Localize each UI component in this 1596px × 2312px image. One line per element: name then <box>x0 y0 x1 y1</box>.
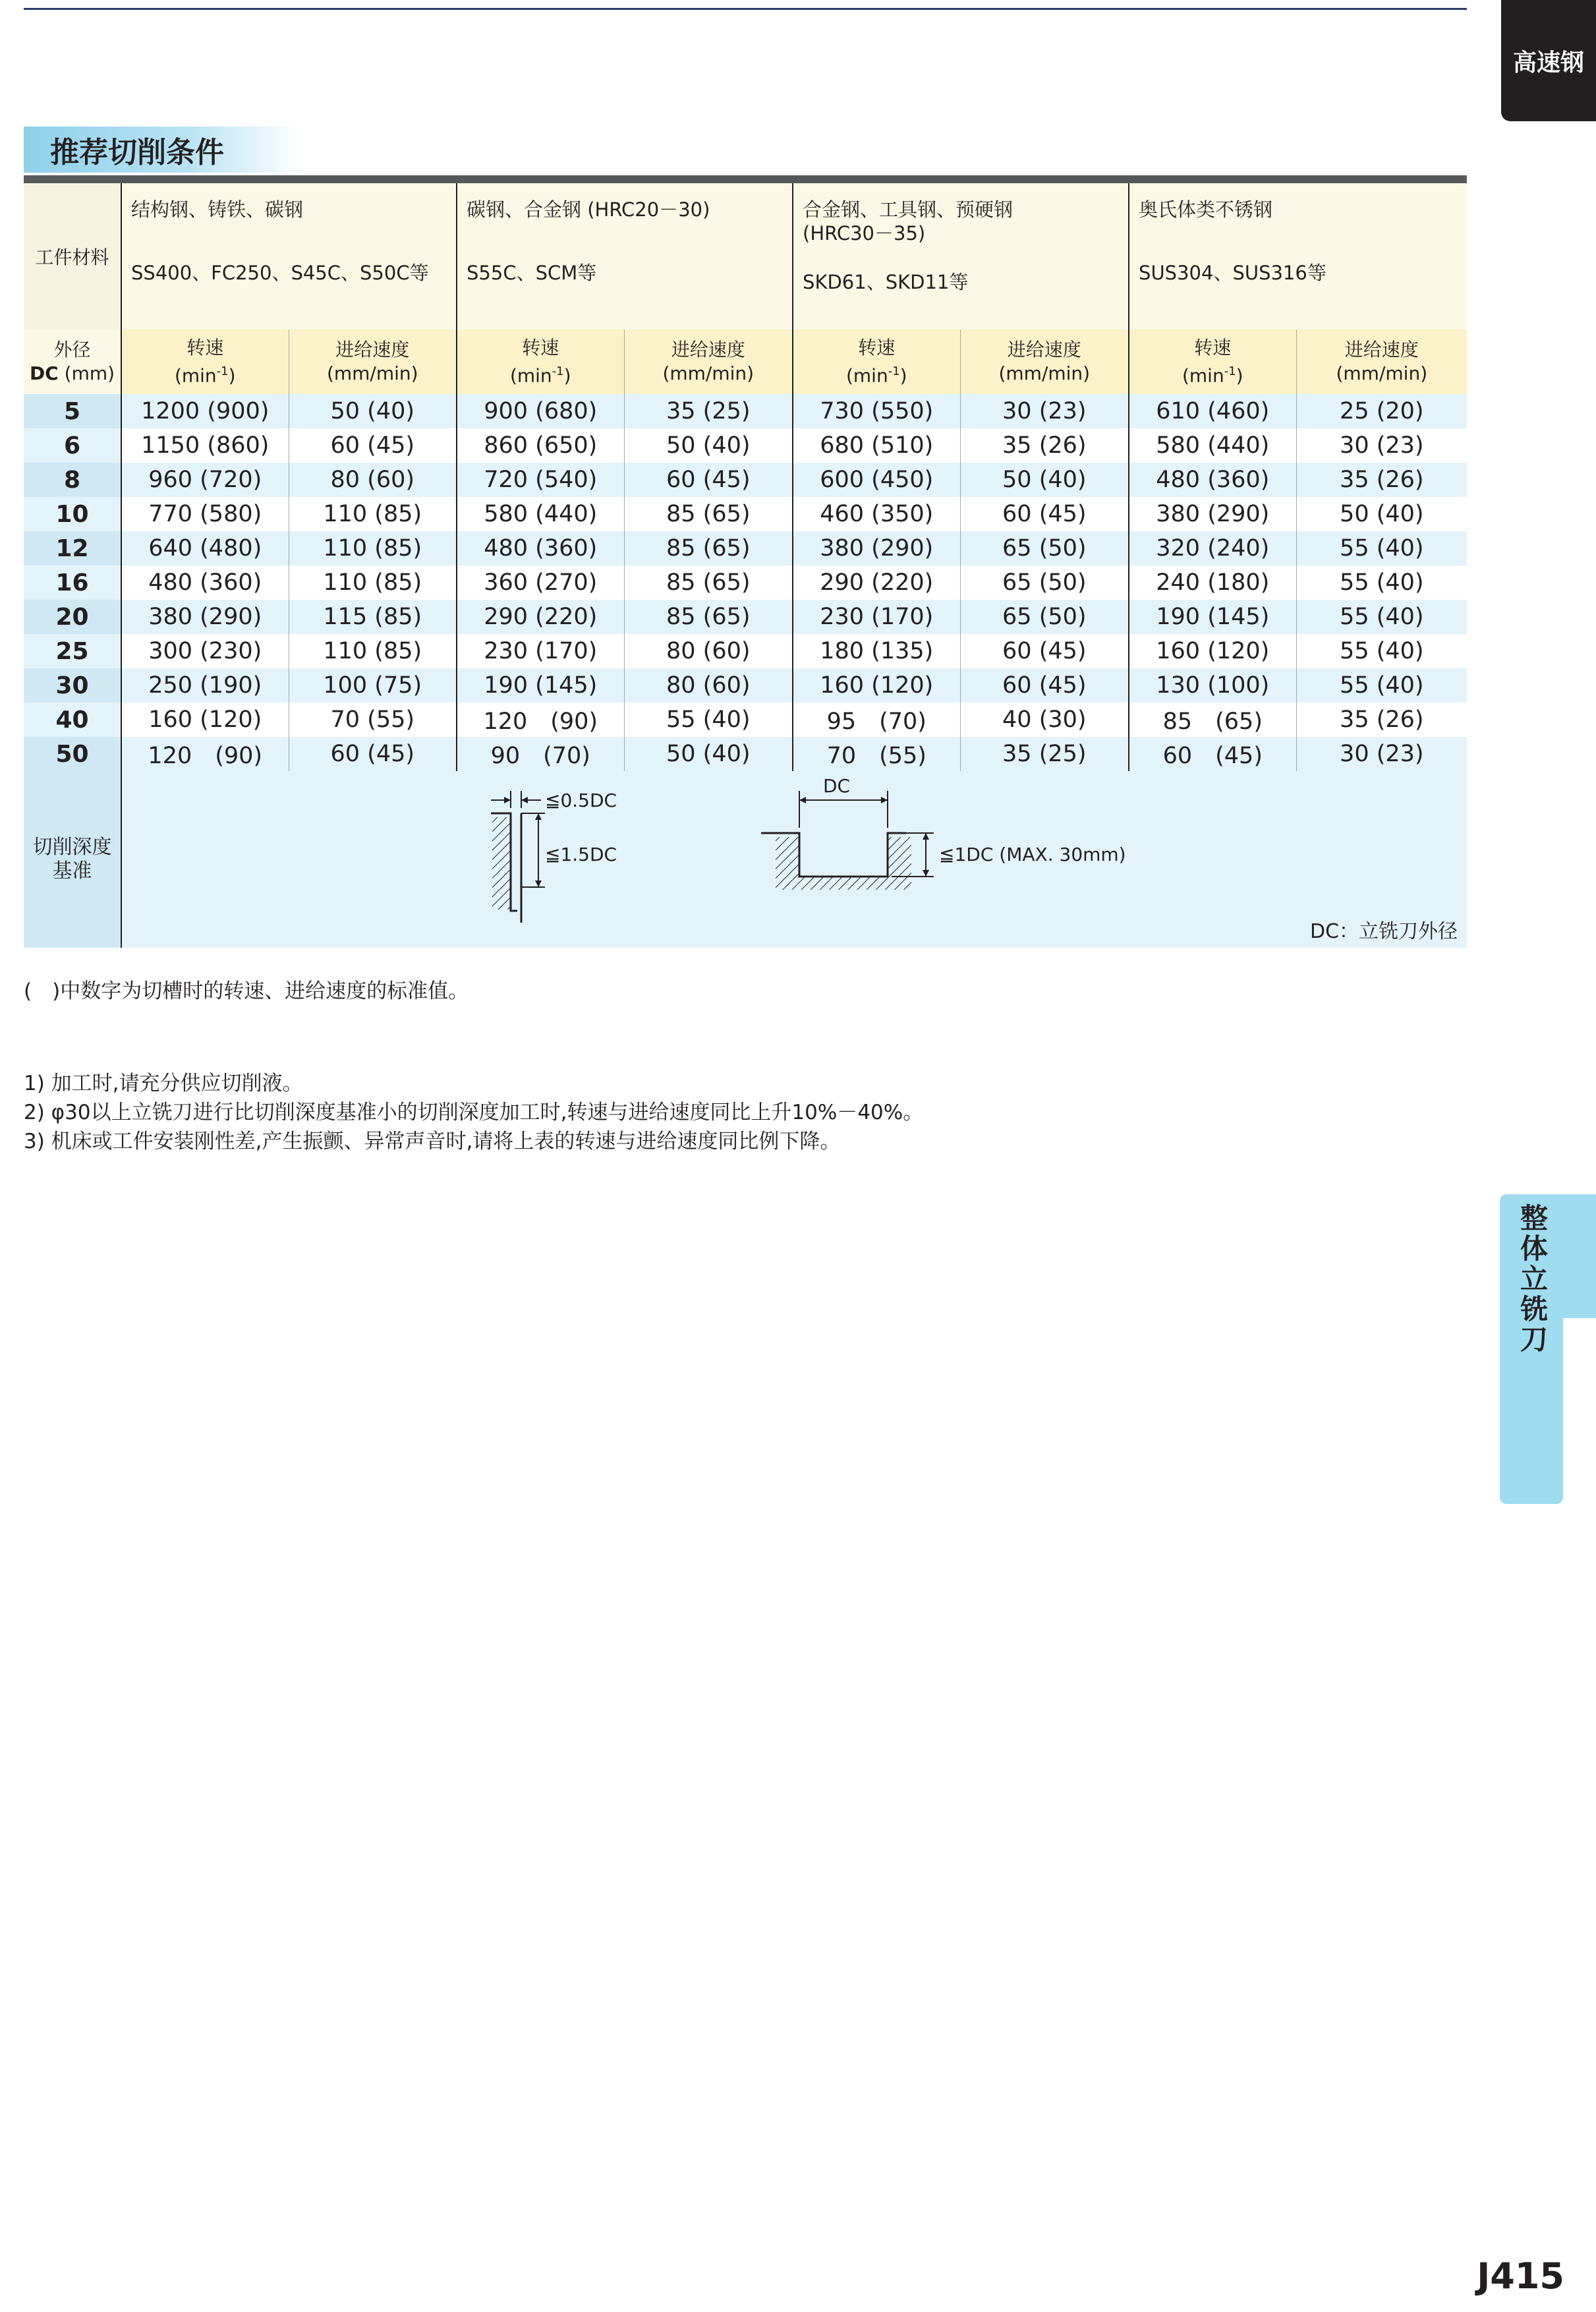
feed-cell: 100 (75) <box>289 668 457 703</box>
speed-cell: 85 (65) <box>1129 703 1296 737</box>
table-row <box>24 737 1467 771</box>
speed-cell: 120 (90) <box>457 703 624 737</box>
feed-cell: 70 (55) <box>289 703 457 737</box>
feed-cell: 85 (65) <box>624 565 793 600</box>
table-row <box>24 497 1467 531</box>
speed-cell: 120 (90) <box>121 737 289 771</box>
speed-cell: 180 (135) <box>793 634 960 668</box>
feed-cell: 110 (85) <box>289 565 457 600</box>
feed-cell: 50 (40) <box>624 428 793 463</box>
table-row <box>24 428 1467 463</box>
table-row <box>24 394 1467 428</box>
dc-note: DC：立铣刀外径 <box>1310 920 1458 943</box>
feed-cell: 30 (23) <box>1296 428 1467 463</box>
feed-cell: 80 (60) <box>289 463 457 497</box>
feed-header: 进给速度 (mm/min) <box>624 330 793 394</box>
slot-milling-diagram <box>761 771 1170 923</box>
feed-cell: 65 (50) <box>960 531 1129 565</box>
speed-cell: 190 (145) <box>457 668 624 703</box>
material-group-4: 奥氏体类不锈钢 SUS304、SUS316等 <box>1129 183 1467 330</box>
speed-cell: 770 (580) <box>121 497 289 531</box>
feed-cell: 35 (25) <box>624 394 793 428</box>
table-row <box>24 600 1467 634</box>
speed-cell: 480 (360) <box>1129 463 1296 497</box>
table-row <box>24 463 1467 497</box>
cutting-conditions-table <box>24 183 1467 948</box>
feed-cell: 85 (65) <box>624 531 793 565</box>
speed-cell: 1150 (860) <box>121 428 289 463</box>
feed-cell: 110 (85) <box>289 531 457 565</box>
speed-cell: 290 (220) <box>457 600 624 634</box>
feed-cell: 40 (30) <box>960 703 1129 737</box>
feed-header: 进给速度 (mm/min) <box>960 330 1129 394</box>
speed-cell: 230 (170) <box>457 634 624 668</box>
feed-cell: 60 (45) <box>289 737 457 771</box>
feed-cell: 110 (85) <box>289 497 457 531</box>
feed-cell: 65 (50) <box>960 600 1129 634</box>
page-number: J415 <box>1477 2255 1564 2297</box>
category-tab: 高速钢 <box>1501 0 1596 121</box>
speed-cell: 380 (290) <box>121 600 289 634</box>
feed-cell: 35 (25) <box>960 737 1129 771</box>
section-title: 推荐切削条件 <box>24 127 300 173</box>
feed-cell: 50 (40) <box>960 463 1129 497</box>
speed-cell: 130 (100) <box>1129 668 1296 703</box>
feed-cell: 55 (40) <box>1296 668 1467 703</box>
feed-cell: 55 (40) <box>1296 565 1467 600</box>
speed-cell: 580 (440) <box>1129 428 1296 463</box>
side-width-limit: ≦0.5DC <box>545 790 617 811</box>
speed-cell: 300 (230) <box>121 634 289 668</box>
feed-cell: 50 (40) <box>624 737 793 771</box>
dc-header: 外径 DC (mm) <box>24 330 121 394</box>
speed-cell: 70 (55) <box>793 737 960 771</box>
feed-cell: 55 (40) <box>1296 634 1467 668</box>
feed-cell: 80 (60) <box>624 668 793 703</box>
paren-note: ( )中数字为切槽时的转速、进给速度的标准值。 <box>24 979 469 1003</box>
depth-label: 切削深度 基准 <box>24 771 121 948</box>
feed-cell: 25 (20) <box>1296 394 1467 428</box>
speed-cell: 480 (360) <box>121 565 289 600</box>
top-rule <box>24 8 1467 10</box>
feed-cell: 30 (23) <box>1296 737 1467 771</box>
feed-cell: 35 (26) <box>1296 703 1467 737</box>
table-row <box>24 565 1467 600</box>
speed-cell: 600 (450) <box>793 463 960 497</box>
speed-cell: 60 (45) <box>1129 737 1296 771</box>
speed-cell: 160 (120) <box>1129 634 1296 668</box>
speed-cell: 1200 (900) <box>121 394 289 428</box>
feed-cell: 35 (26) <box>1296 463 1467 497</box>
dc-cell: 8 <box>24 463 121 497</box>
speed-cell: 580 (440) <box>457 497 624 531</box>
speed-header: 转速 $(\min^{-1})$ <box>457 330 624 394</box>
speed-cell: 380 (290) <box>1129 497 1296 531</box>
speed-cell: 900 (680) <box>457 394 624 428</box>
dc-cell: 6 <box>24 428 121 463</box>
feed-header: 进给速度 (mm/min) <box>289 330 457 394</box>
table-row <box>24 668 1467 703</box>
feed-cell: 85 (65) <box>624 600 793 634</box>
speed-cell: 610 (460) <box>1129 394 1296 428</box>
note-1: 1) 加工时,请充分供应切削液。 <box>24 1072 303 1095</box>
dc-cell: 20 <box>24 600 121 634</box>
title-rule <box>24 175 1467 183</box>
side-tab-label: 整体立铣刀 <box>1520 1202 1548 1356</box>
material-row <box>24 183 1467 330</box>
feed-header: 进给速度 (mm/min) <box>1296 330 1467 394</box>
speed-cell: 320 (240) <box>1129 531 1296 565</box>
feed-cell: 50 (40) <box>1296 497 1467 531</box>
speed-cell: 960 (720) <box>121 463 289 497</box>
feed-cell: 80 (60) <box>624 634 793 668</box>
speed-cell: 860 (650) <box>457 428 624 463</box>
speed-cell: 720 (540) <box>457 463 624 497</box>
speed-cell: 160 (120) <box>121 703 289 737</box>
feed-cell: 55 (40) <box>1296 531 1467 565</box>
dc-cell: 30 <box>24 668 121 703</box>
slot-width-label: DC <box>823 775 851 797</box>
speed-header: 转速 $(\min^{-1})$ <box>121 330 289 394</box>
speed-cell: 680 (510) <box>793 428 960 463</box>
speed-cell: 460 (350) <box>793 497 960 531</box>
material-group-1: 结构钢、铸铁、碳钢 SS400、FC250、S45C、S50C等 <box>121 183 457 330</box>
side-depth-limit: ≦1.5DC <box>545 844 617 865</box>
data-body <box>24 394 1467 771</box>
depth-row <box>24 771 1467 948</box>
speed-cell: 380 (290) <box>793 531 960 565</box>
feed-cell: 35 (26) <box>960 428 1129 463</box>
feed-cell: 50 (40) <box>289 394 457 428</box>
feed-cell: 30 (23) <box>960 394 1129 428</box>
speed-cell: 480 (360) <box>457 531 624 565</box>
feed-cell: 60 (45) <box>624 463 793 497</box>
dc-cell: 16 <box>24 565 121 600</box>
dc-cell: 5 <box>24 394 121 428</box>
speed-header: 转速 $(\min^{-1})$ <box>1129 330 1296 394</box>
note-3: 3) 机床或工件安装刚性差,产生振颤、异常声音时,请将上表的转速与进给速度同比例下降。 <box>24 1130 841 1153</box>
speed-cell: 190 (145) <box>1129 600 1296 634</box>
material-group-3: 合金钢、工具钢、预硬钢 (HRC30－35) SKD61、SKD11等 <box>793 183 1129 330</box>
feed-cell: 55 (40) <box>624 703 793 737</box>
speed-cell: 360 (270) <box>457 565 624 600</box>
feed-cell: 55 (40) <box>1296 600 1467 634</box>
feed-cell: 110 (85) <box>289 634 457 668</box>
speed-cell: 290 (220) <box>793 565 960 600</box>
feed-cell: 65 (50) <box>960 565 1129 600</box>
side-milling-diagram <box>478 771 675 923</box>
speed-header: 转速 $(\min^{-1})$ <box>793 330 960 394</box>
table-row <box>24 531 1467 565</box>
table-row <box>24 634 1467 668</box>
feed-cell: 60 (45) <box>960 634 1129 668</box>
feed-cell: 60 (45) <box>960 497 1129 531</box>
dc-cell: 12 <box>24 531 121 565</box>
speed-cell: 230 (170) <box>793 600 960 634</box>
speed-cell: 90 (70) <box>457 737 624 771</box>
note-2: 2) φ30以上立铣刀进行比切削深度基准小的切削深度加工时,转速与进给速度同比上升10%－40%。 <box>24 1101 924 1124</box>
table-row <box>24 703 1467 737</box>
speed-cell: 640 (480) <box>121 531 289 565</box>
slot-depth-limit: ≦1DC (MAX. 30mm) <box>939 844 1126 865</box>
material-label: 工件材料 <box>24 183 121 330</box>
speed-cell: 730 (550) <box>793 394 960 428</box>
speed-cell: 250 (190) <box>121 668 289 703</box>
speed-cell: 95 (70) <box>793 703 960 737</box>
feed-cell: 60 (45) <box>289 428 457 463</box>
speed-cell: 240 (180) <box>1129 565 1296 600</box>
material-group-2: 碳钢、合金钢 (HRC20－30) S55C、SCM等 <box>457 183 793 330</box>
dc-cell: 10 <box>24 497 121 531</box>
header-row <box>24 330 1467 394</box>
feed-cell: 85 (65) <box>624 497 793 531</box>
dc-cell: 40 <box>24 703 121 737</box>
dc-cell: 25 <box>24 634 121 668</box>
feed-cell: 115 (85) <box>289 600 457 634</box>
speed-cell: 160 (120) <box>793 668 960 703</box>
feed-cell: 60 (45) <box>960 668 1129 703</box>
dc-cell: 50 <box>24 737 121 771</box>
depth-diagrams <box>121 771 1467 948</box>
